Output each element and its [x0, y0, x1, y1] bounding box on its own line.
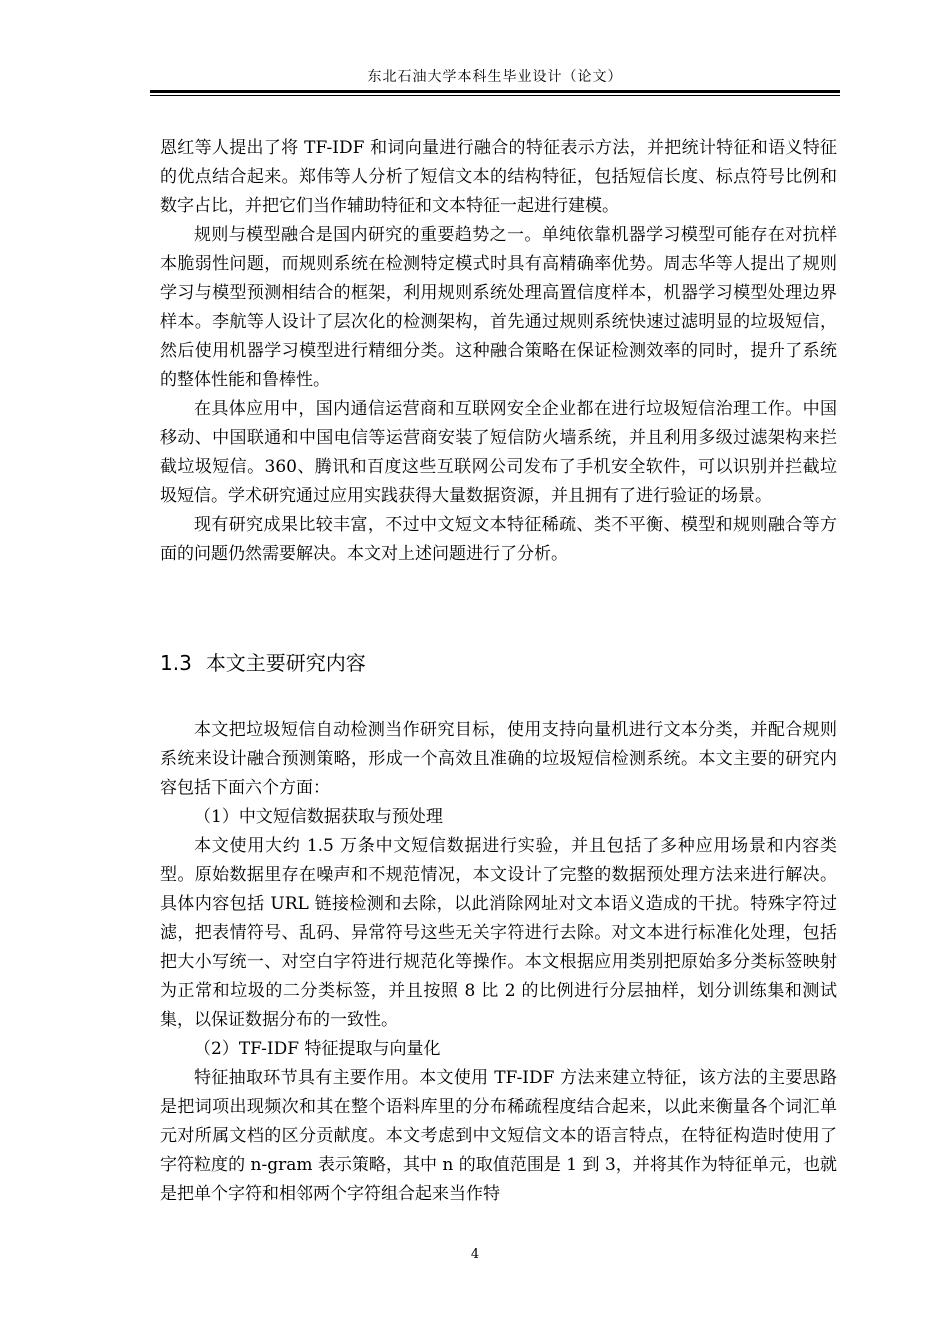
paragraph: 规则与模型融合是国内研究的重要趋势之一。单纯依靠机器学习模型可能存在对抗样本脆弱性问题，而规则系统在检测特定模式时具有高精确率优势。周志华等人提出了规则学习与模型预测相结合的框架，利用规则系统处理高置信度样本，机器学习模型处理边界样本。李航等人设计了层次化的检测架构，首先通过规则系统快速过滤明显的垃圾短信，然后使用机器学习模型进行精细分类。这种融合策略在保证检测效率的同时，提升了系统的整体性能和鲁棒性。	[160, 225, 837, 390]
section-number: 1.3	[160, 651, 192, 675]
header-rule-thick	[150, 90, 840, 93]
paragraph: 现有研究成果比较丰富，不过中文短文本特征稀疏、类不平衡、模型和规则融合等方面的问题仍然需要解决。本文对上述问题进行了分析。	[160, 515, 837, 564]
header-rule-thin	[150, 95, 840, 96]
section-heading	[160, 647, 366, 676]
section-title: 本文主要研究内容	[205, 651, 366, 675]
paragraph: 本文使用大约 1.5 万条中文短信数据进行实验，并且包括了多种应用场景和内容类型。原始数据里存在噪声和不规范情况，本文设计了完整的数据预处理方法来进行解决。具体内容包括 URL 链接检测和去除，以此消除网址对文本语义造成的干扰。特殊字符过滤，把表情符号、乱码、异常符号这些无关字符进行去除。对文本进行标准化处理，包括把大小写统一、对空白字符进行规范化等操作。本文根据应用类别把原始多分类标签映射为正常和垃圾的二分类标签，并且按照 8 比 2 的比例进行分层抽样，划分训练集和测试集，以保证数据分布的一致性。	[160, 836, 837, 1030]
paragraph: 本文把垃圾短信自动检测当作研究目标，使用支持向量机进行文本分类，并配合规则系统来设计融合预测策略，形成一个高效且准确的垃圾短信检测系统。本文主要的研究内容包括下面六个方面：	[160, 720, 837, 798]
subheading-1: （1）中文短信数据获取与预处理	[194, 807, 443, 827]
subheading-2: （2）TF-IDF 特征提取与向量化	[194, 1039, 441, 1059]
page-number: 4	[470, 1247, 480, 1262]
body-text-block-2	[160, 716, 837, 1209]
running-header: 东北石油大学本科生毕业设计（论文）	[367, 69, 623, 85]
paragraph: 特征抽取环节具有主要作用。本文使用 TF-IDF 方法来建立特征，该方法的主要思路是把词项出现频次和其在整个语料库里的分布稀疏程度结合起来，以此来衡量各个词汇单元对所属文档的区分贡献度。本文考虑到中文短信文本的语言特点，在特征构造时使用了字符粒度的 n-gram 表示策略，其中 n 的取值范围是 1 到 3，并将其作为特征单元，也就是把单个字符和相邻两个字符组合起来当作特	[160, 1068, 837, 1204]
body-text-block-1	[160, 134, 837, 569]
paragraph: 恩红等人提出了将 TF-IDF 和词向量进行融合的特征表示方法，并把统计特征和语义特征的优点结合起来。郑伟等人分析了短信文本的结构特征，包括短信长度、标点符号比例和数字占比，并把它们当作辅助特征和文本特征一起进行建模。	[160, 138, 837, 216]
paragraph: 在具体应用中，国内通信运营商和互联网安全企业都在进行垃圾短信治理工作。中国移动、中国联通和中国电信等运营商安装了短信防火墙系统，并且利用多级过滤架构来拦截垃圾短信。360、腾讯和百度这些互联网公司发布了手机安全软件，可以识别并拦截垃圾短信。学术研究通过应用实践获得大量数据资源，并且拥有了进行验证的场景。	[160, 399, 837, 506]
